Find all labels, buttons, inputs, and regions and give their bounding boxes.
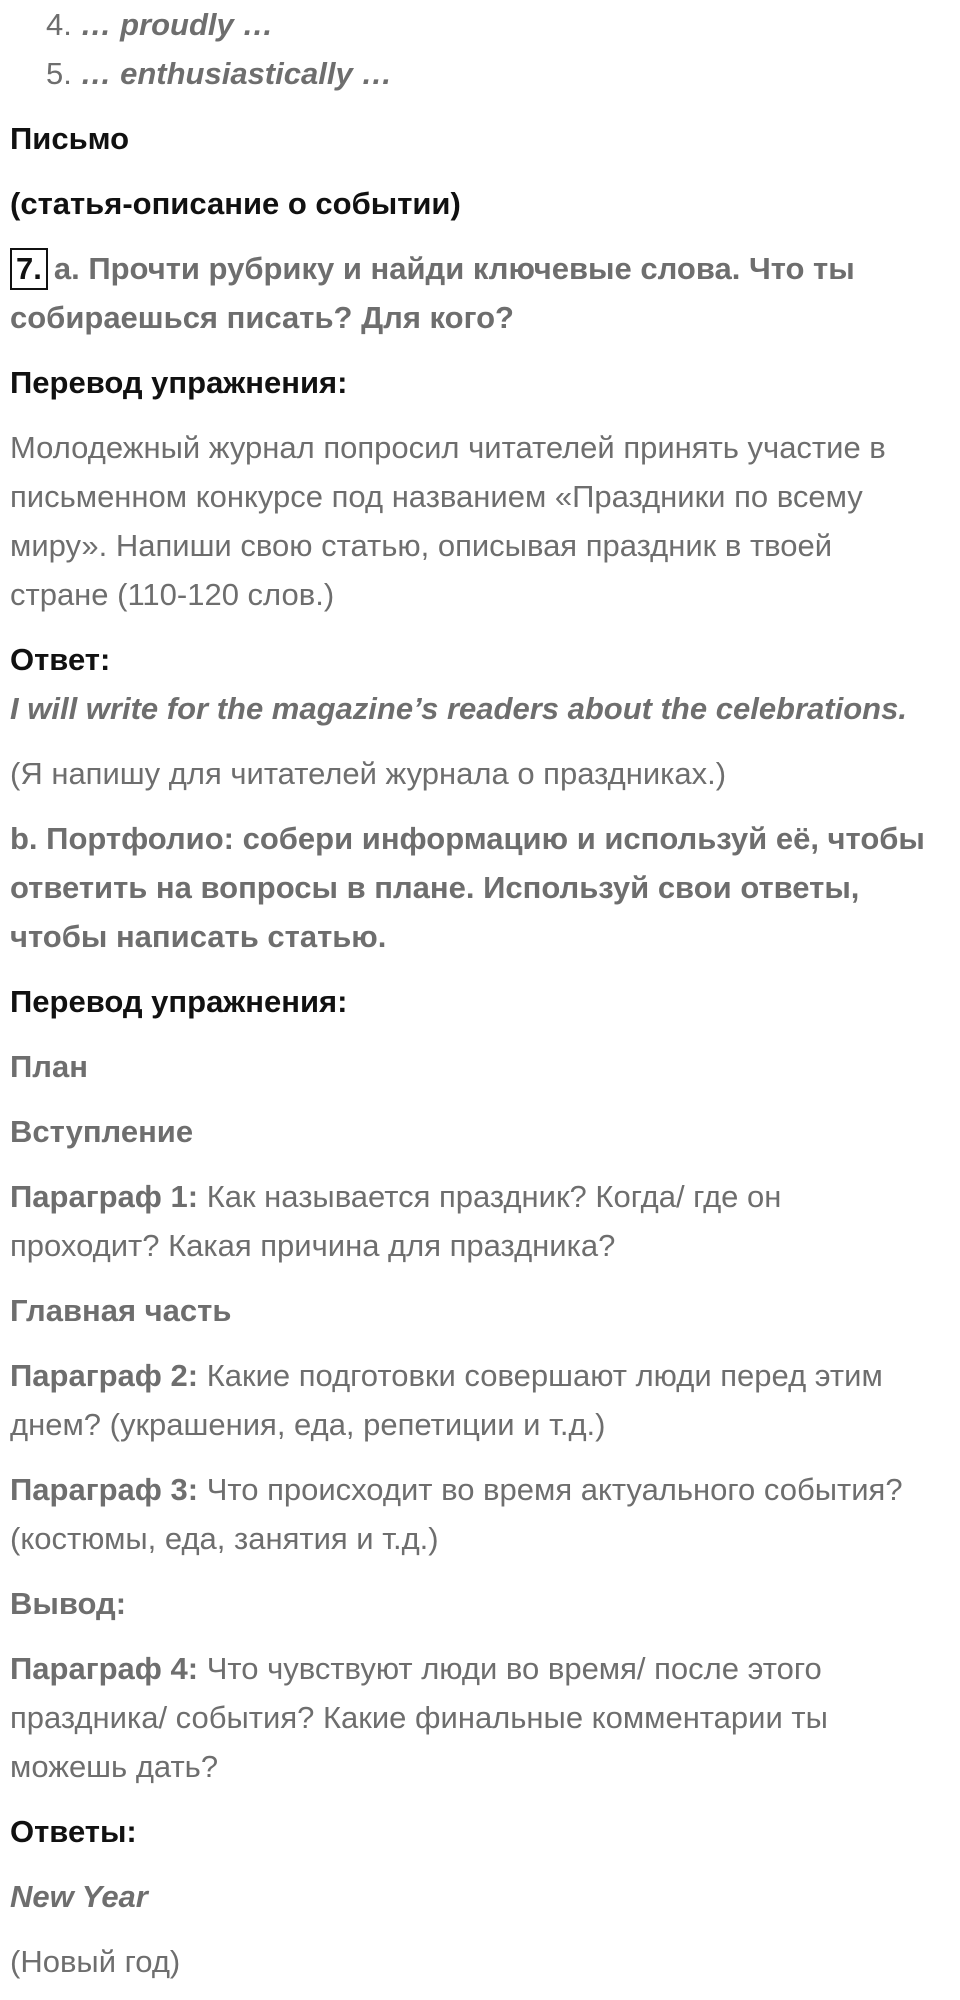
translation-line: стране (110-120 слов.): [10, 577, 335, 612]
exercise-number-box: 7.: [10, 248, 48, 290]
exercise-task-a: [10, 244, 950, 293]
translation-line: миру». Напиши свою статью, описывая праздник в твоей: [10, 528, 833, 563]
list-item-text: … enthusiastically …: [80, 56, 393, 91]
paragraph-text: Какие подготовки совершают люди перед этим: [198, 1358, 883, 1393]
paragraph-text: можешь дать?: [10, 1749, 219, 1784]
paragraph-text: проходит? Какая причина для праздника?: [10, 1228, 616, 1263]
conclusion-label: Вывод:: [10, 1586, 127, 1621]
answers-label: Ответы:: [10, 1814, 137, 1849]
paragraph-label: Параграф 3:: [10, 1472, 199, 1507]
plan-label: План: [10, 1049, 88, 1084]
section-title: Письмо: [10, 121, 130, 156]
translation-line: письменном конкурсе под названием «Праздники по всему: [10, 479, 863, 514]
paragraph-text: праздника/ события? Какие финальные комментарии ты: [10, 1700, 828, 1735]
list-item-4: [10, 0, 950, 49]
list-item-text: … proudly …: [80, 7, 274, 42]
translation-line: Молодежный журнал попросил читателей принять участие в: [10, 430, 886, 465]
paragraph-text: (костюмы, еда, занятия и т.д.): [10, 1521, 439, 1556]
task-b-line-2: ответить на вопросы в плане. Используй свои ответы,: [10, 870, 860, 905]
list-item-number: 5.: [46, 56, 72, 91]
paragraph-text: днем? (украшения, еда, репетиции и т.д.): [10, 1407, 606, 1442]
answer-translation: (Я напишу для читателей журнала о праздниках.): [10, 756, 727, 791]
answers-text: New Year: [10, 1879, 148, 1914]
section-subtitle: (статья-описание о событии): [10, 186, 461, 221]
paragraph-label: Параграф 4:: [10, 1651, 199, 1686]
answer-label: Ответ:: [10, 642, 111, 677]
translation-label: Перевод упражнения:: [10, 365, 348, 400]
task-b-line-1: b. Портфолио: собери информацию и используй её, чтобы: [10, 821, 925, 856]
intro-label: Вступление: [10, 1114, 194, 1149]
paragraph-text: Что происходит во время актуального события?: [198, 1472, 903, 1507]
task-a-line-1: a. Прочти рубрику и найди ключевые слова. Что ты: [53, 251, 855, 286]
task-a-line-2: собираешься писать? Для кого?: [10, 300, 514, 335]
document-page: [10, 0, 950, 1986]
paragraph-4: [10, 1644, 950, 1693]
paragraph-label: Параграф 1:: [10, 1179, 199, 1214]
translation-label: Перевод упражнения:: [10, 984, 348, 1019]
answers-translation: (Новый год): [10, 1944, 181, 1979]
answer-text: I will write for the magazine’s readers about the celebrations.: [10, 691, 907, 726]
paragraph-text: Что чувствуют люди во время/ после этого: [198, 1651, 822, 1686]
paragraph-text: Как называется праздник? Когда/ где он: [198, 1179, 782, 1214]
paragraph-3: [10, 1465, 950, 1514]
paragraph-1: [10, 1172, 950, 1221]
paragraph-label: Параграф 2:: [10, 1358, 199, 1393]
task-b-line-3: чтобы написать статью.: [10, 919, 387, 954]
list-item-5: [10, 49, 950, 98]
list-item-number: 4.: [46, 7, 72, 42]
paragraph-2: [10, 1351, 950, 1400]
main-part-label: Главная часть: [10, 1293, 232, 1328]
